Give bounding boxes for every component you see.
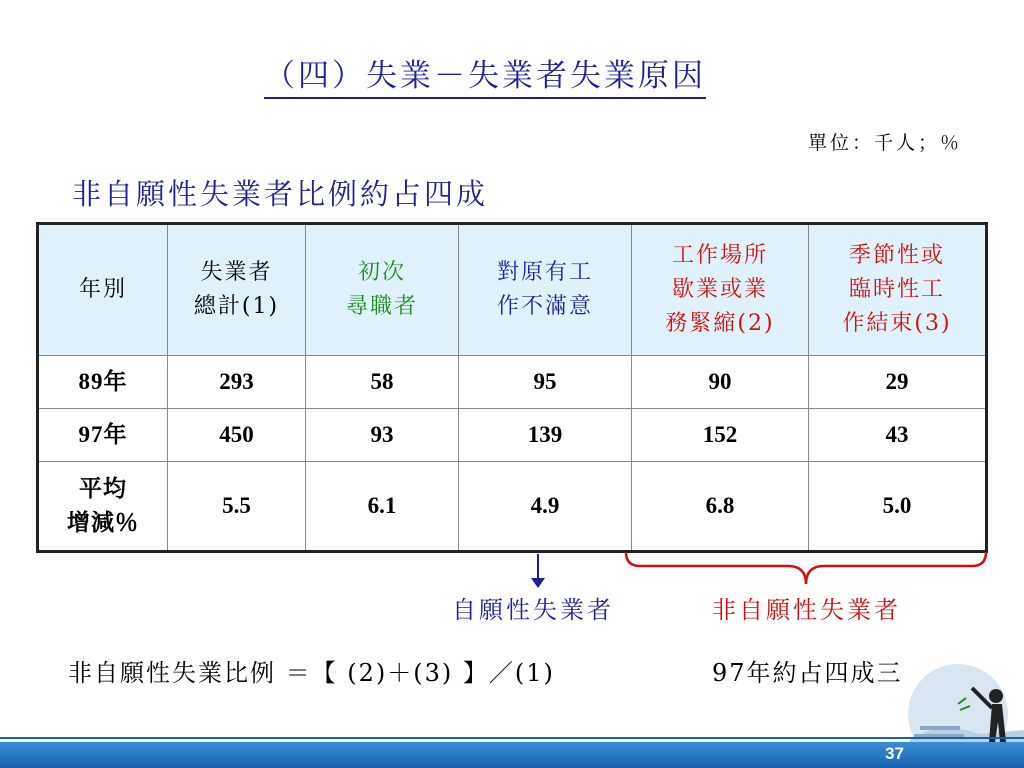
table-cell: 90 <box>632 356 809 409</box>
table-header-row <box>38 224 987 356</box>
table-row <box>38 409 987 462</box>
table-cell: 6.8 <box>632 462 809 552</box>
header-year: 年別 <box>38 224 168 356</box>
formula-text: 非自願性失業比例 ＝【 (2)＋(3) 】／(1) <box>68 659 555 687</box>
table-cell: 93 <box>306 409 459 462</box>
table-cell: 293 <box>168 356 306 409</box>
table-cell: 450 <box>168 409 306 462</box>
header-first-time: 初次 尋職者 <box>306 224 459 356</box>
row-label: 89年 <box>38 356 168 409</box>
table-cell: 29 <box>809 356 987 409</box>
table-cell: 58 <box>306 356 459 409</box>
involuntary-label: 非自願性失業者 <box>712 596 901 624</box>
table-cell: 4.9 <box>459 462 632 552</box>
header-dissatisfied: 對原有工 作不滿意 <box>459 224 632 356</box>
footer-bar <box>0 742 1024 768</box>
result-text: 97年約占四成三 <box>712 659 903 687</box>
down-arrow-icon <box>537 554 539 582</box>
table-row <box>38 356 987 409</box>
page-number: 37 <box>885 744 904 763</box>
header-total: 失業者 總計(1) <box>168 224 306 356</box>
table-cell: 139 <box>459 409 632 462</box>
table-cell: 95 <box>459 356 632 409</box>
unit-note: 單位：千人；％ <box>807 132 962 154</box>
subtitle: 非自願性失業者比例約占四成 <box>72 177 489 211</box>
row-label: 平均 增減％ <box>38 462 168 552</box>
header-seasonal: 季節性或 臨時性工 作結束(3) <box>809 224 987 356</box>
table-cell: 152 <box>632 409 809 462</box>
unemployment-table <box>36 222 988 553</box>
row-label: 97年 <box>38 409 168 462</box>
page-title: （四）失業－失業者失業原因 <box>0 50 970 99</box>
table-cell: 6.1 <box>306 462 459 552</box>
voluntary-label: 自願性失業者 <box>452 596 614 624</box>
table-cell: 5.5 <box>168 462 306 552</box>
table-row <box>38 462 987 552</box>
brace-icon <box>622 550 990 590</box>
table-cell: 43 <box>809 409 987 462</box>
table-cell: 5.0 <box>809 462 987 552</box>
footer-rule <box>0 737 1024 739</box>
header-closure: 工作場所 歇業或業 務緊縮(2) <box>632 224 809 356</box>
